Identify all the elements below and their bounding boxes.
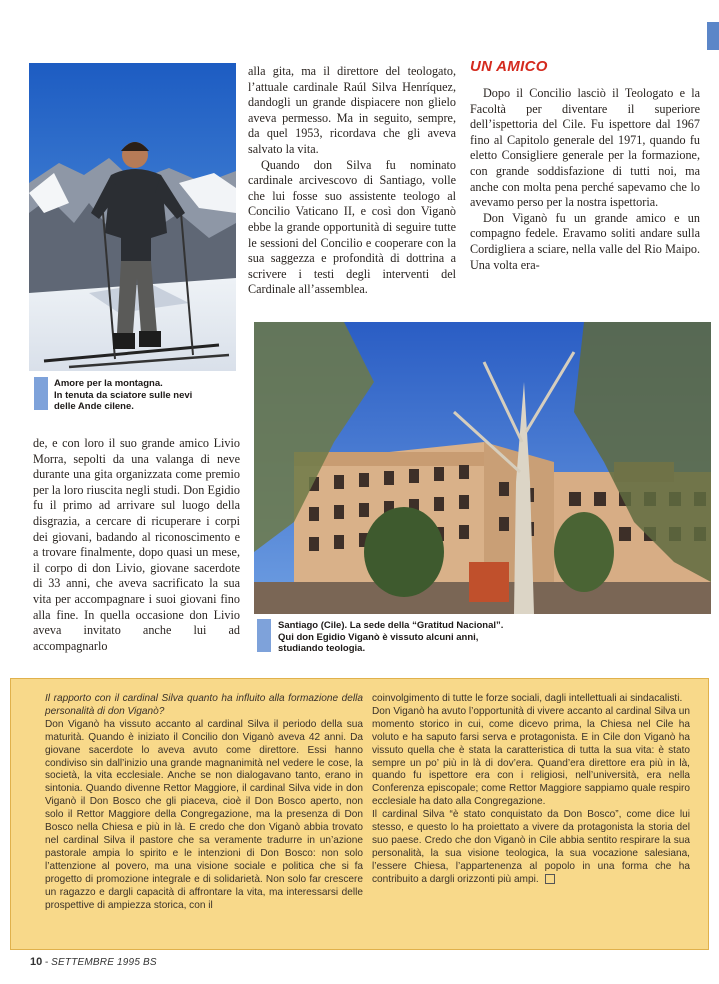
caption-line: Santiago (Cile). La sede della “Gratitud Nacional”. (278, 620, 504, 631)
interview-answer: Don Viganò ha avuto l’opportunità di vivere accanto al cardinal Silva un momento storico in cui, come dicevo prima, la Chiesa nel Cile ha voluto e ha saputo farsi serva e protagonista. E in Cile don Viganò ha vissuto quella che è stata la caratteristica di tutta la sua vita: è stato sempre un po’ più in là di dov’era. Quand’era direttore era più in là, quando fu ispettore era con i religiosi, nell’università, era nella Conferenza episcopale; come Rettor Maggiore sappiamo quale respiro ecclesiale ha dato alla Congregazione. (372, 705, 690, 808)
page-footer (30, 956, 157, 968)
interview-answer: coinvolgimento di tutte le forze sociali, dagli intellettuali ai sindacalisti. (372, 693, 683, 704)
interview-answer-text: Il cardinal Silva “è stato conquistato da Don Bosco”, come dice lui stesso, e questo lo ha proiettato a vivere da protagonista la storia del suo paese. Credo che don Viganò in Cile abbia sentito respirare la sua personalità, la sua visione teologica, la sua vocazione salesiana, l’essere Chiesa, l’appartenenza al popolo in una forma che ha contribuito a dargli orizzonti più ampi. (372, 809, 690, 885)
page-number: 10 (30, 956, 43, 968)
page-edge-tab (707, 22, 719, 50)
interview-question: Il rapporto con il cardinal Silva quanto ha influito alla formazione della personalità di don Viganò? (45, 693, 363, 717)
interview-answer: Don Viganò ha vissuto accanto al cardinal Silva il periodo della sua maturità. Quando è iniziato il Concilio don Viganò aveva 42 anni. Da giovane sacerdote lo aveva avuto come direttore. Essi hanno condiviso sin dall’inizio una grande magnanimità nel vedere le cose, la società, la vita ecclesiale. Anche se non dialogavano tanto, erano in sintonia. Quando divenne Rettor Maggiore, il cardinal Silva vide in don Viganò il Don Bosco che gli piaceva, cioè il Don Bosco aperto, non solo il Rettor Maggiore della Congregazione, ma la presenza di Don Bosco nella Chiesa e più in là. E credo che don Viganò abbia trovato nel cardinal Silva il pastore che sa veramente tradurre in un’azione pastorale ampia lo spirito e le intenzioni di Don Bosco: non solo l’attenzione al povero, ma una visione sociale e politica che si fa progetto di promozione integrale e di solidarietà. Non solo far crescere un ragazzo e dargli capacità di affrontare la vita, ma interessarsi delle prospettive di ampiezza storica, con il (45, 718, 363, 911)
footer-separator: - (42, 957, 52, 968)
article-paragraph: de, e con loro il suo grande amico Livio Morra, sepolti da una valanga di neve durante una gita organizzata come premio per la loro riuscita negli studi. Don Egidio fu il primo ad arrivare sul luogo della disgrazia, a cercare di ricuperare i corpi dei giovani, badando al riconoscimento e a trovare finalmente, dopo quasi un mese, il corpo di don Livio, giovane sacerdote di 33 anni, che aveva sacrificato la sua vita per accompagnare i suoi giovani fino alla fine. In quella occasione don Livio aveva invitato anche lui ad accompagnarlo (33, 436, 240, 653)
article-paragraph: alla gita, ma il direttore del teologato, l’attuale cardinale Raúl Silva Henríquez, dandogli un grande dispiacere non glielo aveva permesso. Ma in seguito, sempre, da quel 1953, ricordava che gli aveva salvato la vita. (248, 64, 456, 156)
skier-photo-caption (54, 378, 244, 413)
caption-line: Qui don Egidio Viganò è vissuto alcuni anni, (278, 631, 479, 643)
article-paragraph: Dopo il Concilio lasciò il Teologato e la Facoltà per diventare il superiore dell’ispettoria del Cile. Fu ispettore dal 1967 fino al Capitolo generale del 1971, quando fu eletto Consigliere generale per la formazione, con grande soddisfazione di tutti noi, ma anche con molta pena perché sapevamo che lo avevamo perso per la nostra ispettoria. (470, 86, 700, 210)
article-paragraph: Don Viganò fu un grande amico e un compagno fedele. Eravamo soliti andare sulla Cordigliera a sciare, nella valle del Rio Maipo. Una volta era- (470, 210, 700, 272)
interview-answer (372, 809, 690, 886)
building-photo (254, 322, 711, 614)
caption-line: Amore per la montagna. (54, 378, 163, 389)
caption-line: studiando teologia. (278, 643, 366, 654)
section-heading: UN AMICO (470, 58, 548, 75)
interview-column-right (372, 693, 690, 887)
article-column-left (33, 436, 240, 654)
caption-line: delle Ande cilene. (54, 401, 134, 412)
article-paragraph: Quando don Silva fu nominato cardinale arcivescovo di Santiago, volle che lui fosse suo assistente teologo al Concilio Vaticano II, e così don Viganò ebbe la grande opportunità di seguire tutte le sessioni del Concilio e cooperare con la sua saggezza e profondità di dottrina a scrivere i testi degli interventi del Cardinale all’assemblea. (248, 157, 456, 297)
building-photo-caption (278, 620, 678, 655)
article-column-middle (248, 64, 456, 298)
skier-photo (29, 63, 236, 371)
caption-marker (257, 619, 271, 652)
caption-line: In tenuta da sciatore sulle nevi (54, 389, 193, 401)
issue-date: SETTEMBRE 1995 BS (51, 957, 157, 968)
article-column-right (470, 86, 700, 273)
caption-marker (34, 377, 48, 410)
interview-column-left (45, 693, 363, 912)
end-of-article-icon (545, 874, 555, 884)
